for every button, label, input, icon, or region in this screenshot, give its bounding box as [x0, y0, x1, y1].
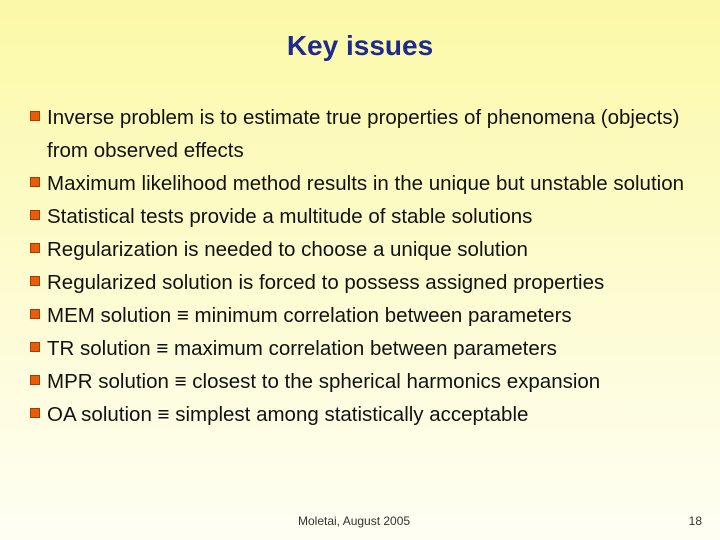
bullet-item — [30, 299, 700, 332]
page-number: 18 — [688, 514, 702, 528]
square-bullet-icon — [30, 276, 40, 286]
footer-text: Moletai, August 2005 — [298, 514, 411, 528]
bullet-text: Inverse problem is to estimate true properties of phenomena (objects) from observed effects — [47, 106, 680, 162]
bullet-text: OA solution ≡ simplest among statistically acceptable — [47, 403, 529, 426]
bullet-text: Maximum likelihood method results in the unique but unstable solution — [47, 172, 685, 195]
bullet-item — [30, 398, 700, 431]
bullet-item — [30, 365, 700, 398]
square-bullet-icon — [30, 210, 40, 220]
bullet-item — [30, 332, 700, 365]
bullet-text: MEM solution ≡ minimum correlation between parameters — [47, 304, 572, 327]
bullet-list — [30, 101, 700, 431]
bullet-item — [30, 167, 700, 200]
bullet-text: MPR solution ≡ closest to the spherical harmonics expansion — [47, 370, 601, 393]
square-bullet-icon — [30, 342, 40, 352]
square-bullet-icon — [30, 177, 40, 187]
square-bullet-icon — [30, 408, 40, 418]
bullet-item — [30, 233, 700, 266]
bullet-item — [30, 266, 700, 299]
bullet-text: TR solution ≡ maximum correlation between parameters — [47, 337, 557, 360]
square-bullet-icon — [30, 309, 40, 319]
square-bullet-icon — [30, 111, 40, 121]
square-bullet-icon — [30, 243, 40, 253]
slide-title: Key issues — [286, 30, 434, 61]
bullet-item — [30, 200, 700, 233]
bullet-text: Regularization is needed to choose a unique solution — [47, 238, 528, 261]
bullet-item — [30, 101, 700, 167]
square-bullet-icon — [30, 375, 40, 385]
bullet-text: Regularized solution is forced to possess assigned properties — [47, 271, 605, 294]
bullet-text: Statistical tests provide a multitude of stable solutions — [47, 205, 533, 228]
